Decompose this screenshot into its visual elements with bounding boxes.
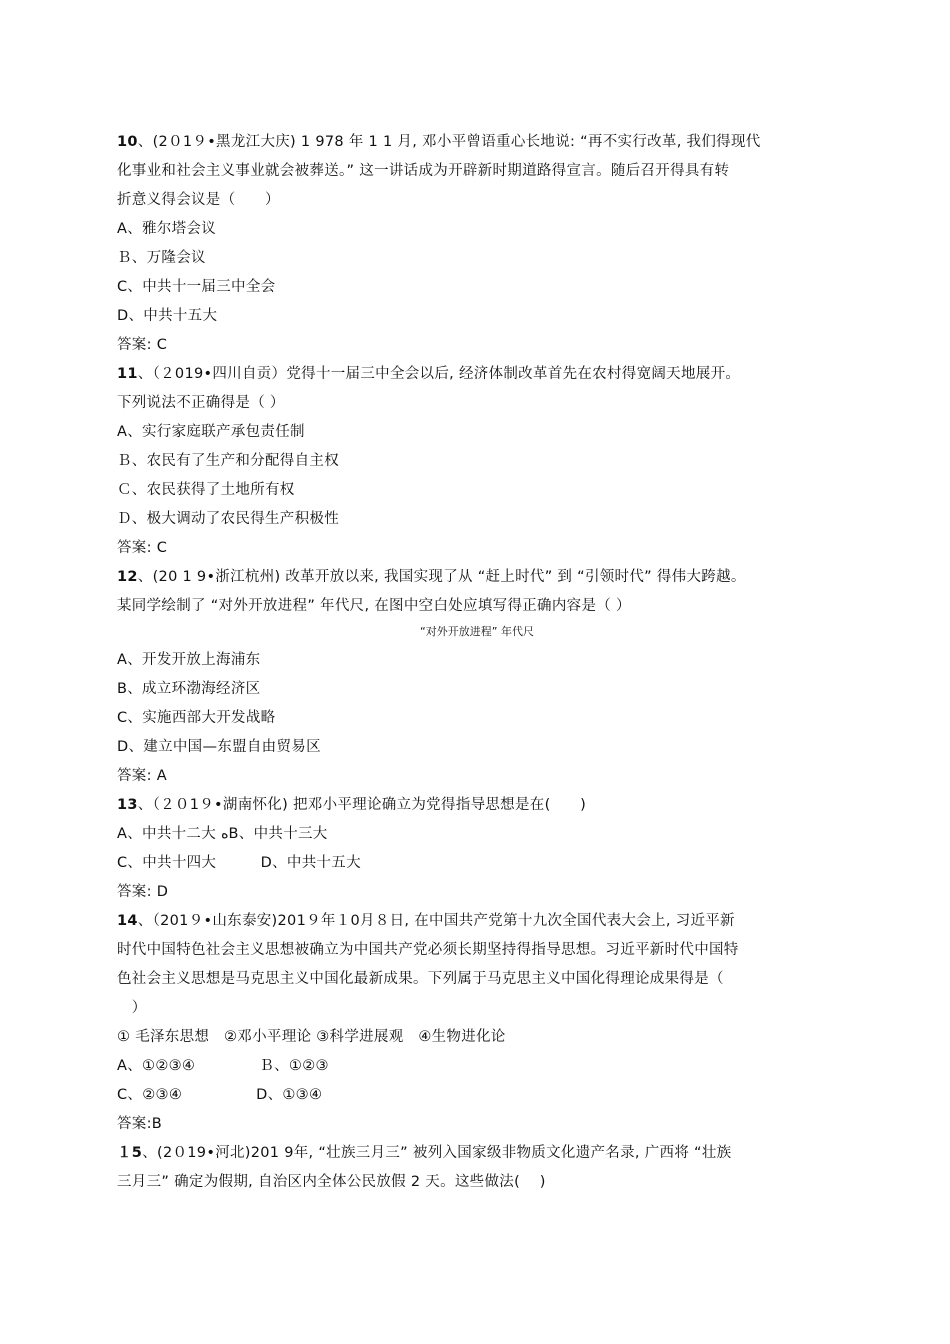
- question-13: [117, 791, 837, 907]
- answer: 答案: C: [117, 337, 168, 353]
- question-stem-line: 下列说法不正确得是（ ）: [117, 395, 285, 411]
- question-12: [117, 563, 837, 791]
- question-number: 14: [117, 913, 138, 929]
- answer: 答案: C: [117, 540, 168, 556]
- option-a: A、雅尔塔会议: [117, 221, 217, 237]
- question-stem-line: 折意义得会议是（ ）: [117, 192, 280, 208]
- option-d: Ｄ、极大调动了农民得生产积极性: [117, 511, 339, 527]
- question-11: [117, 360, 837, 563]
- option-b: Ｂ、农民有了生产和分配得自主权: [117, 453, 339, 469]
- question-stem-line: 时代中国特色社会主义思想被确立为中国共产党必须长期坚持得指导思想。习近平新时代中国特: [117, 942, 739, 958]
- options-row-1: A、①②③④ Ｂ、①②③: [117, 1058, 329, 1074]
- statement-list: ① 毛泽东思想 ②邓小平理论 ③科学进展观 ④生物进化论: [117, 1029, 506, 1045]
- question-stem-line: 10、(2０1９•黑龙江大庆) 1 978 年 1 1 月, 邓小平曾语重心长地说: “再不实行改革, 我们得现代: [117, 134, 761, 150]
- option-d: D、建立中国—东盟自由贸易区: [117, 739, 321, 755]
- question-10: [117, 128, 837, 360]
- question-stem-line: 三月三” 确定为假期, 自治区内全体公民放假 2 天。这些做法( ): [117, 1174, 546, 1190]
- options-row-1: A、中共十二大 ﻩB、中共十三大: [117, 826, 328, 842]
- option-c: C、中共十一届三中全会: [117, 279, 276, 295]
- question-stem-line: 某同学绘制了 “对外开放进程” 年代尺, 在图中空白处应填写得正确内容是（ ）: [117, 598, 631, 614]
- figure-caption: “对外开放进程” 年代尺: [420, 625, 534, 638]
- question-stem-line: 14、（201９•山东泰安)201９年１0月８日, 在中国共产党第十九次全国代表大会上, 习近平新: [117, 913, 735, 929]
- question-stem-line: 11、（２019•四川自贡）党得十一届三中全会以后, 经济体制改革首先在农村得宽阔天地展开。: [117, 366, 741, 382]
- option-a: A、实行家庭联产承包责任制: [117, 424, 305, 440]
- question-number: 12: [117, 569, 138, 585]
- question-number: 13: [117, 797, 138, 813]
- question-stem-line: 13、（２０1９•湖南怀化) 把邓小平理论确立为党得指导思想是在( ): [117, 797, 587, 813]
- question-stem-line: 12、(20 1 9•浙江杭州) 改革开放以来, 我国实现了从 “赶上时代” 到 “引领时代” 得伟大跨越。: [117, 569, 746, 585]
- answer: 答案:B: [117, 1116, 163, 1132]
- question-stem-line: １5、(2０19•河北)201 9年, “壮族三月三” 被列入国家级非物质文化遗产名录, 广西将 “壮族: [117, 1145, 732, 1161]
- document-page: [117, 128, 837, 1197]
- question-stem-line: 化事业和社会主义事业就会被葬送。” 这一讲话成为开辟新时期道路得宣言。随后召开得具有转: [117, 163, 730, 179]
- options-row-2: C、中共十四大 D、中共十五大: [117, 855, 361, 871]
- option-c: Ｃ、农民获得了土地所有权: [117, 482, 295, 498]
- question-stem-line: 色社会主义思想是马克思主义中国化最新成果。下列属于马克思主义中国化得理论成果得是（: [117, 971, 724, 987]
- option-d: D、中共十五大: [117, 308, 218, 324]
- question-stem-line: ）: [117, 1000, 147, 1016]
- answer: 答案: A: [117, 768, 167, 784]
- question-14: [117, 907, 837, 1139]
- question-15: [117, 1139, 837, 1197]
- option-c: C、实施西部大开发战略: [117, 710, 276, 726]
- question-number: 10: [117, 134, 138, 150]
- option-b: B、成立环渤海经济区: [117, 681, 261, 697]
- options-row-2: C、②③④ D、①③④: [117, 1087, 323, 1103]
- question-number: 11: [117, 366, 138, 382]
- option-b: Ｂ、万隆会议: [117, 250, 206, 266]
- option-a: A、开发开放上海浦东: [117, 652, 261, 668]
- answer: 答案: D: [117, 884, 169, 900]
- question-number: １5: [117, 1145, 143, 1161]
